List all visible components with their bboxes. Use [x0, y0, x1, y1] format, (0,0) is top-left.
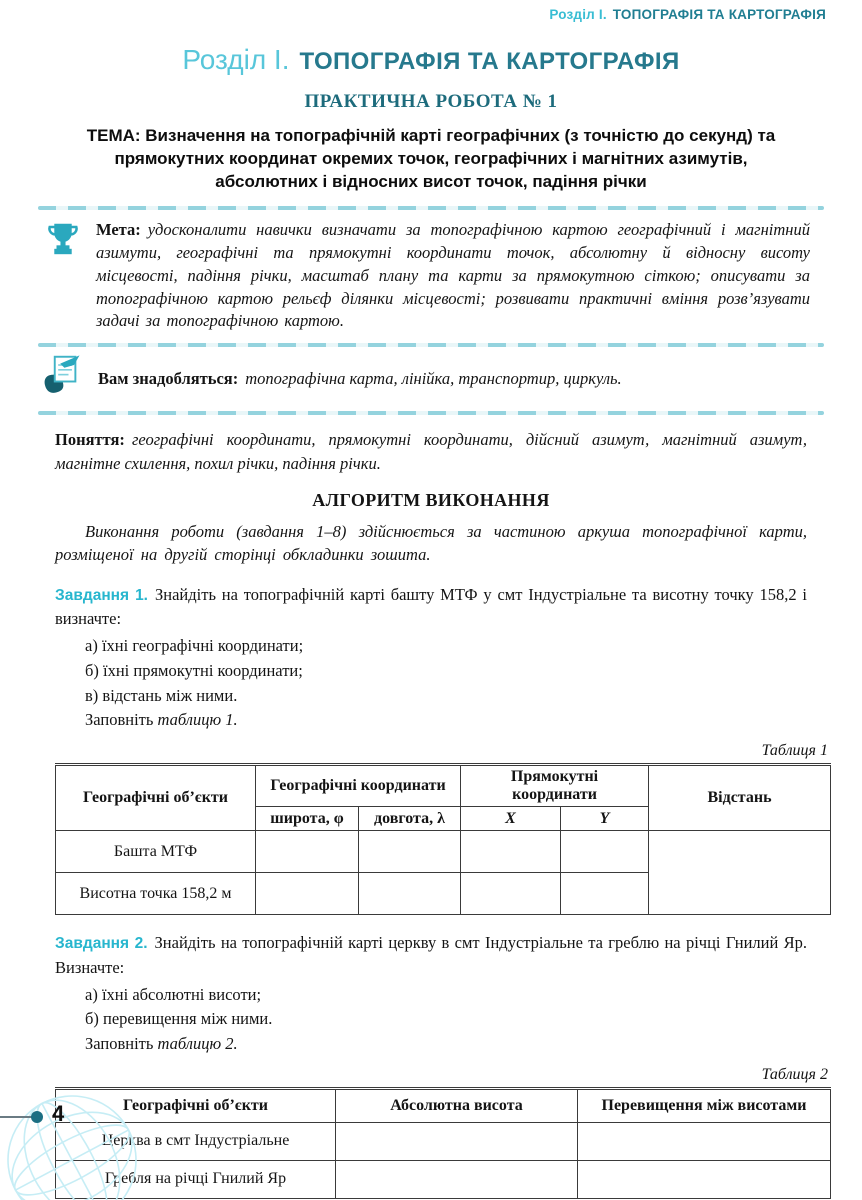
supplies-label: Вам знадобляться:	[98, 368, 239, 388]
supplies-text: топографічна карта, лінійка, транспортир, циркуль.	[245, 368, 622, 388]
trophy-icon	[44, 219, 84, 268]
table-1-subheader-longitude: довгота, λ	[359, 807, 461, 831]
table-1-caption: Таблиця 1	[761, 742, 828, 760]
table-1-header-rect-group: Прямокутні координати	[461, 765, 649, 807]
table-2-header-objects: Географічні об’єкти	[56, 1088, 336, 1122]
algorithm-intro: Виконання роботи (завдання 1–8) здійснюється за частиною аркуша топографічної карти, розміщеної на другій сторінці обкладинки зошита.	[55, 521, 807, 565]
task-2-item-a: а) їхні абсолютні висоти;	[85, 984, 262, 1004]
footer-dot	[31, 1111, 43, 1123]
task-2-items	[85, 983, 807, 1033]
chapter-title-text: ТОПОГРАФІЯ ТА КАРТОГРАФІЯ	[299, 48, 680, 75]
table-cell-empty[interactable]	[359, 873, 461, 915]
practical-work-heading: ПРАКТИЧНА РОБОТА № 1	[304, 91, 558, 112]
goal-label: Мета:	[96, 220, 141, 240]
concepts-text: географічні координати, прямокутні координати, дійсний азимут, магнітний азимут, магнітне схилення, похил річки, падіння річки.	[55, 430, 807, 473]
table-cell-empty[interactable]	[461, 831, 561, 873]
table-1-subheader-latitude: широта, φ	[256, 807, 359, 831]
table-2-row-2-label: Гребля на річці Гнилий Яр	[56, 1160, 336, 1198]
task-1-item-v: в) відстань між ними.	[85, 685, 238, 705]
table-2-header-abs-height: Абсолютна висота	[336, 1088, 578, 1122]
table-2-row-1-label: Церква в смт Індустріальне	[56, 1122, 336, 1160]
table-cell-empty[interactable]	[336, 1160, 578, 1198]
table-cell-empty[interactable]	[461, 873, 561, 915]
task-2-fill-prefix: Заповніть	[85, 1034, 154, 1054]
table-cell-empty[interactable]	[578, 1160, 831, 1198]
task-2-label: Завдання 2.	[55, 935, 148, 953]
supplies-text-block	[98, 369, 622, 389]
table-cell-empty[interactable]	[336, 1122, 578, 1160]
task-1-items	[85, 634, 807, 708]
goal-text-block	[96, 219, 810, 333]
task-1-fill-italic: таблицю 1.	[157, 710, 238, 730]
task-1-item-b: б) їхні прямокутні координати;	[85, 660, 303, 680]
notebook-pencil-icon	[42, 354, 86, 403]
table-row	[56, 1122, 831, 1160]
table-cell-empty[interactable]	[256, 831, 359, 873]
table-cell-empty[interactable]	[256, 873, 359, 915]
goal-text: удосконалити навички визначати за топографічною картою географічний і магнітний азимути, географічні та прямокутні координати точок, абсолютну й відносну висоту місцевості, падіння річки, масштаб плану та карти за прямокутною сіткою; описувати за топографічною картою рельєф ділянки місцевості; розвивати практичні вміння розв’язувати задачі за топографічною картою.	[96, 220, 810, 331]
topic-statement: ТЕМА: Визначення на топографічній карті географічних (з точністю до секунд) та прямокутних координат окремих точок, географічних і магнітних азимутів, абсолютних і відносних висот точок, падіння річки	[86, 126, 776, 191]
task-2-text: Знайдіть на топографічній карті церкву в смт Індустріальне та греблю на річці Гнилий Яр. Визначте:	[55, 933, 807, 977]
footer-rule	[0, 1116, 34, 1118]
chapter-title-number: Розділ I.	[182, 44, 290, 75]
running-head	[549, 7, 826, 22]
table-1-header-objects: Географічні об’єкти	[56, 765, 256, 831]
table-cell-empty[interactable]	[561, 831, 649, 873]
page-number: 4	[52, 1101, 65, 1126]
concepts-label: Поняття:	[55, 430, 125, 450]
table-2	[55, 1087, 831, 1199]
task-1-fill-note	[85, 708, 807, 733]
table-1-row-2-label: Висотна точка 158,2 м	[56, 873, 256, 915]
table-1-header-geo-group: Географічні координати	[256, 765, 461, 807]
table-cell-empty-distance[interactable]	[649, 831, 831, 915]
task-2-item-b: б) перевищення між ними.	[85, 1009, 273, 1029]
table-row	[56, 1160, 831, 1198]
task-1-item-a: а) їхні географічні координати;	[85, 636, 304, 656]
concepts-block	[55, 428, 807, 475]
goal-block	[38, 210, 824, 343]
task-2-fill-italic: таблицю 2.	[157, 1034, 238, 1054]
divider-rule-mid2	[38, 411, 824, 415]
table-1-subheader-y: Y	[561, 807, 649, 831]
table-row	[56, 831, 831, 873]
task-1-text: Знайдіть на топографічній карті башту МТФ у смт Індустріальне та висотну точку 158,2 і визначте:	[55, 584, 807, 629]
table-2-header-height-diff: Перевищення між висотами	[578, 1088, 831, 1122]
table-cell-empty[interactable]	[561, 873, 649, 915]
algorithm-heading: АЛГОРИТМ ВИКОНАННЯ	[312, 489, 550, 510]
table-2-caption: Таблиця 2	[761, 1065, 828, 1083]
table-1-row-1-label: Башта МТФ	[56, 831, 256, 873]
table-1-subheader-x: X	[461, 807, 561, 831]
table-1	[55, 763, 831, 915]
task-1-label: Завдання 1.	[55, 586, 148, 604]
table-cell-empty[interactable]	[359, 831, 461, 873]
table-cell-empty[interactable]	[578, 1122, 831, 1160]
task-1	[55, 583, 807, 733]
supplies-block	[38, 347, 824, 411]
running-head-title: ТОПОГРАФІЯ ТА КАРТОГРАФІЯ	[612, 7, 826, 22]
running-head-chapter: Розділ I.	[549, 7, 607, 22]
task-1-fill-prefix: Заповніть	[85, 710, 154, 730]
task-2	[55, 931, 807, 1057]
task-2-fill-note	[85, 1032, 807, 1057]
table-1-header-distance: Відстань	[649, 765, 831, 831]
